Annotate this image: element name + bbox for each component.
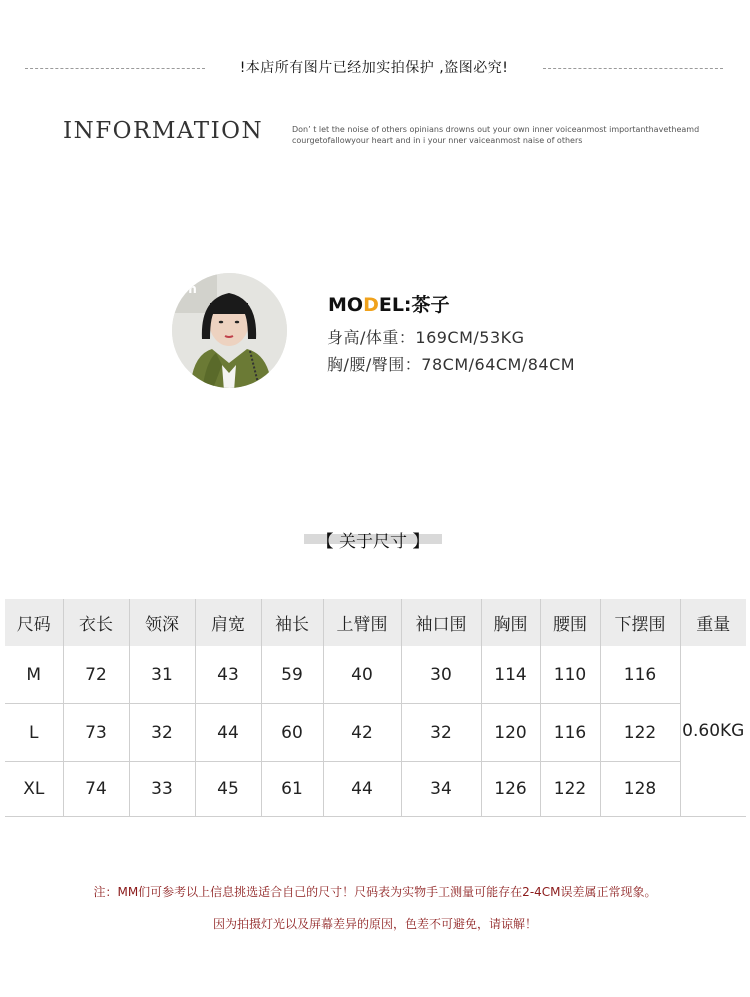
table-row	[5, 704, 746, 762]
header-shoulder: 肩宽	[195, 599, 261, 646]
model-name-value: 茶子	[411, 294, 450, 316]
table-cell: M	[5, 646, 63, 704]
table-cell: 44	[323, 762, 401, 817]
information-quote	[292, 124, 712, 146]
dashed-divider-right	[543, 68, 723, 69]
header-neck-depth: 领深	[129, 599, 195, 646]
table-cell: L	[5, 704, 63, 762]
size-table	[5, 599, 746, 817]
header-weight: 重量	[680, 599, 746, 646]
header-sleeve: 袖长	[261, 599, 323, 646]
measurement-note: 注：MM们可参考以上信息挑选适合自己的尺寸！尺码表为实物手工测量可能存在2-4CM误差属正常现象。	[93, 885, 657, 899]
table-row	[5, 762, 746, 817]
model-label-part-1: MO	[328, 294, 364, 316]
model-measurements: 胸/腰/臀围：78CM/64CM/84CM	[327, 355, 576, 374]
model-label-part-2: EL:	[378, 294, 412, 316]
table-cell: 44	[195, 704, 261, 762]
table-cell: 33	[129, 762, 195, 817]
size-section-heading-text: 【 关于尺寸 】	[316, 532, 430, 552]
table-cell: 116	[600, 646, 680, 704]
table-cell: 30	[401, 646, 481, 704]
table-cell: 73	[63, 704, 129, 762]
table-cell: 43	[195, 646, 261, 704]
table-cell: 32	[401, 704, 481, 762]
header-chest: 胸围	[481, 599, 540, 646]
information-quote-line-2: courgetofallowyour heart and in i your nner vaiceanmost naise of others	[292, 136, 583, 145]
avatar-overlay-text: on	[180, 282, 197, 296]
table-cell: 122	[540, 762, 600, 817]
table-cell: 34	[401, 762, 481, 817]
header-waist: 腰围	[540, 599, 600, 646]
table-cell: 126	[481, 762, 540, 817]
table-cell: 72	[63, 646, 129, 704]
model-name	[328, 290, 450, 317]
model-photo	[172, 273, 287, 388]
model-avatar	[172, 273, 287, 388]
table-cell: 31	[129, 646, 195, 704]
table-cell: 122	[600, 704, 680, 762]
table-cell: 120	[481, 704, 540, 762]
header-length: 衣长	[63, 599, 129, 646]
header-upper-arm: 上臂围	[323, 599, 401, 646]
table-cell: 60	[261, 704, 323, 762]
copyright-notice-text: !本店所有图片已经加实拍保护 ,盗图必究!	[239, 60, 509, 76]
table-cell: 40	[323, 646, 401, 704]
table-row	[5, 646, 746, 704]
table-cell: 32	[129, 704, 195, 762]
table-cell: 61	[261, 762, 323, 817]
weight-cell: 0.60KG	[680, 646, 746, 817]
information-quote-line-1: Don’ t let the noise of others opinians drowns out your own inner voiceanmost importanthavetheamd	[292, 125, 700, 134]
size-section-heading	[304, 525, 442, 553]
model-label-accent: D	[363, 294, 379, 316]
table-cell: 45	[195, 762, 261, 817]
table-cell: 128	[600, 762, 680, 817]
table-cell: 110	[540, 646, 600, 704]
header-size: 尺码	[5, 599, 63, 646]
table-cell: 114	[481, 646, 540, 704]
size-table-header-row	[5, 599, 746, 646]
table-cell: 116	[540, 704, 600, 762]
table-cell: 42	[323, 704, 401, 762]
model-height-weight: 身高/体重：169CM/53KG	[327, 328, 525, 347]
color-disclaimer: 因为拍摄灯光以及屏幕差异的原因，色差不可避免，请谅解！	[212, 917, 537, 931]
table-cell: 59	[261, 646, 323, 704]
table-cell: 74	[63, 762, 129, 817]
table-cell: XL	[5, 762, 63, 817]
dashed-divider-left	[25, 68, 205, 69]
copyright-notice	[0, 56, 750, 80]
header-cuff: 袖口围	[401, 599, 481, 646]
information-title: INFORMATION	[63, 118, 264, 144]
header-hem: 下摆围	[600, 599, 680, 646]
